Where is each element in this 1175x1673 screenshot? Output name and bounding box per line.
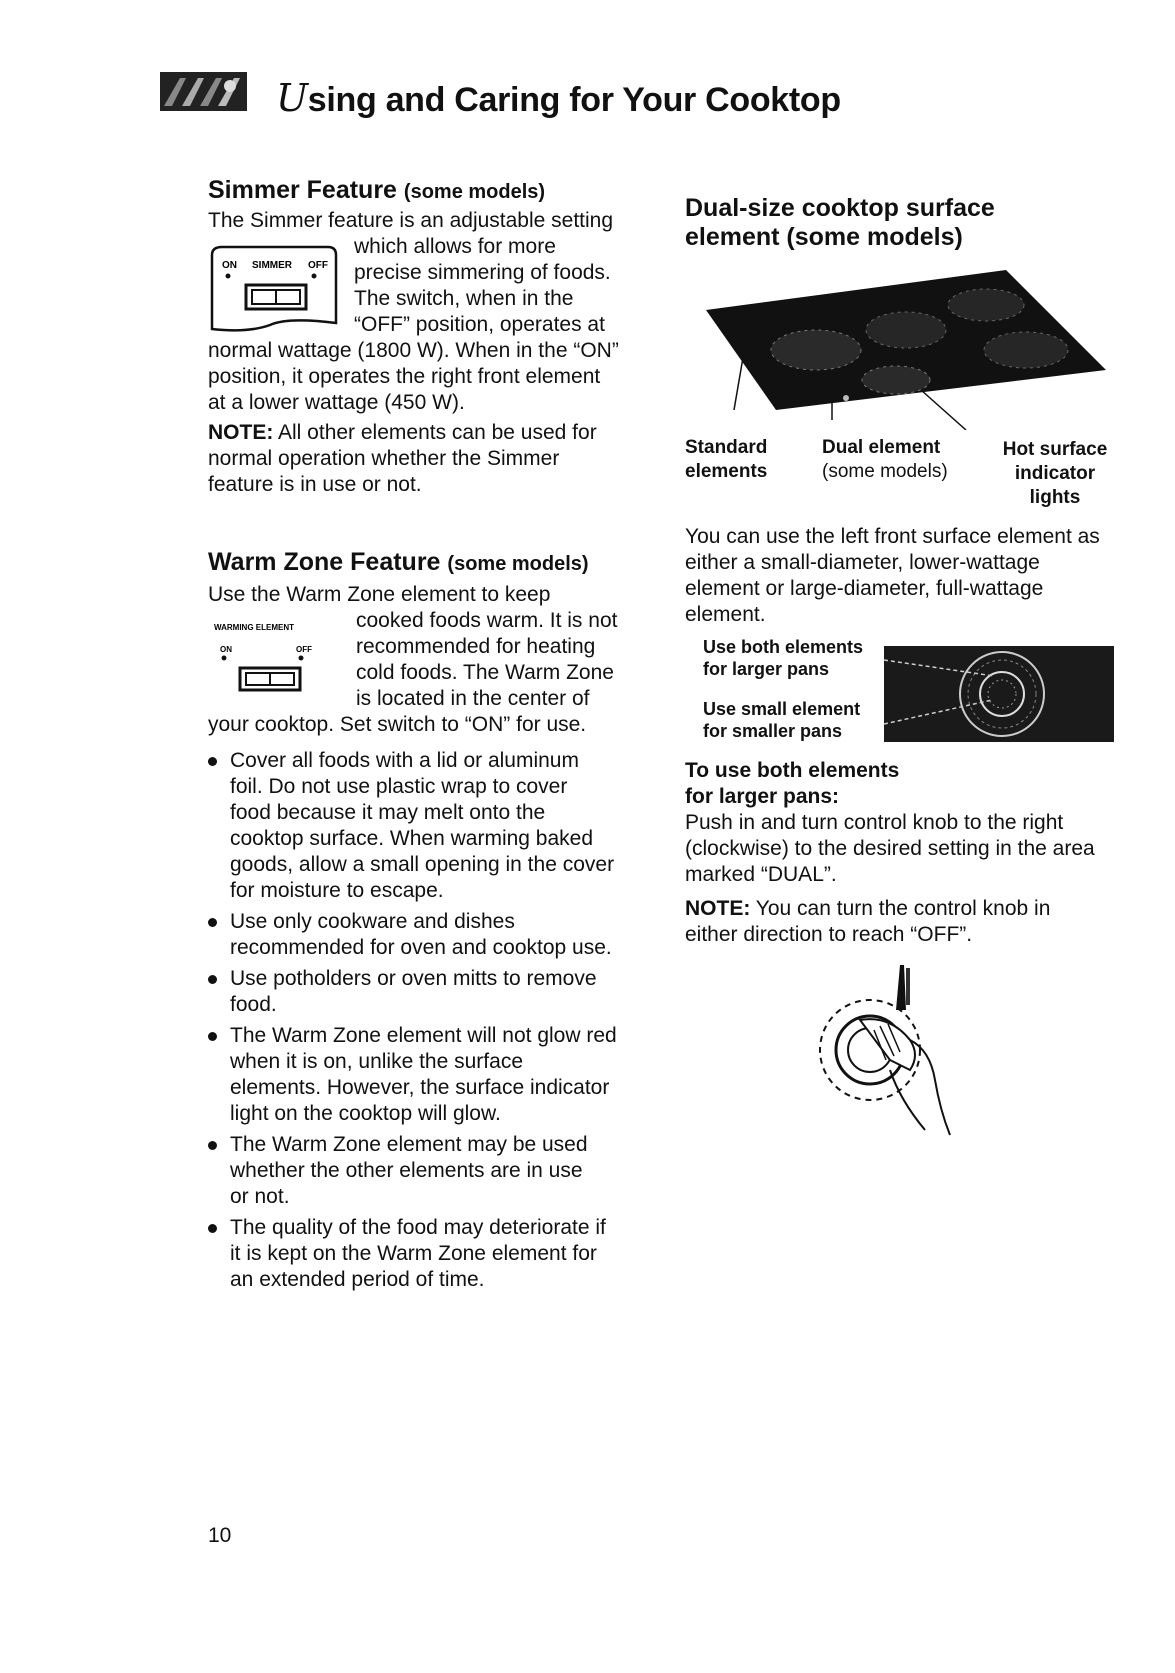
- section-logo-icon: [160, 72, 247, 111]
- list-item: Cover all foods with a lid or aluminum foil. Do not use plastic wrap to cover food because it may melt onto the cooktop surface. When warming baked goods, allow a small opening in the cover for moisture to escape.: [208, 748, 658, 904]
- warm-zone-text-2: recommended for heating: [356, 635, 596, 658]
- simmer-text-1: which allows for more: [354, 235, 556, 258]
- warm-zone-text-0: Use the Warm Zone element to keep: [208, 583, 551, 606]
- simmer-text-2: precise simmering of foods.: [354, 261, 611, 284]
- dual-instr-2: marked “DUAL”.: [685, 863, 837, 886]
- warm-zone-bullet-list: [208, 748, 658, 1298]
- simmer-switch-off-label: OFF: [308, 260, 328, 271]
- simmer-note-line-1: normal operation whether the Simmer: [208, 447, 560, 470]
- simmer-text-5: normal wattage (1800 W). When in the “ON”: [208, 339, 619, 362]
- list-item: The Warm Zone element may be used whether the other elements are in use or not.: [208, 1132, 658, 1210]
- warm-zone-switch-icon: [210, 618, 330, 698]
- diagram-label-both: Use both elements for larger pans: [703, 637, 864, 679]
- simmer-text-0: The Simmer feature is an adjustable setting: [208, 209, 614, 232]
- control-knob-hand-icon: [800, 960, 970, 1140]
- warm-zone-text-1: cooked foods warm. It is not: [356, 609, 618, 632]
- callout-dual: Dual element (some models): [822, 437, 948, 482]
- warm-zone-text-3: cold foods. The Warm Zone: [356, 661, 614, 684]
- warm-zone-text-5: your cooktop. Set switch to “ON” for use.: [208, 713, 587, 736]
- page-number: 10: [208, 1524, 232, 1547]
- dual-subheading: To use both elements for larger pans:: [685, 759, 900, 808]
- simmer-switch-icon: [208, 243, 340, 336]
- list-item: Use only cookware and dishes recommended for oven and cooktop use.: [208, 909, 658, 961]
- dual-instr-1: (clockwise) to the desired setting in the area: [685, 837, 1095, 860]
- dual-heading: Dual-size cooktop surface element (some models): [685, 194, 995, 251]
- callout-hot-surface: Hot surface indicator lights: [1002, 439, 1108, 508]
- dual-element-diagram: [884, 646, 1114, 742]
- dual-instr-0: Push in and turn control knob to the right: [685, 811, 1064, 834]
- dual-note: NOTE: You can turn the control knob in: [685, 897, 1051, 920]
- dual-text-3: element.: [685, 603, 766, 626]
- warm-zone-heading: Warm Zone Feature (some models): [208, 548, 589, 576]
- warm-zone-switch-off-label: OFF: [296, 645, 312, 654]
- page-title: Using and Caring for Your Cooktop: [276, 76, 841, 120]
- cooktop-illustration: [706, 270, 1106, 430]
- simmer-text-6: position, it operates the right front element: [208, 365, 601, 388]
- simmer-heading: Simmer Feature (some models): [208, 176, 546, 204]
- simmer-text-7: at a lower wattage (450 W).: [208, 391, 465, 414]
- diagram-label-small: Use small element for smaller pans: [703, 699, 861, 741]
- dual-text-1: either a small-diameter, lower-wattage: [685, 551, 1040, 574]
- list-item: The quality of the food may deteriorate if it is kept on the Warm Zone element for an extended period of time.: [208, 1215, 658, 1293]
- simmer-text-4: “OFF” position, operates at: [354, 313, 605, 336]
- callout-standard: Standard elements: [685, 437, 768, 482]
- list-item: Use potholders or oven mitts to remove food.: [208, 966, 658, 1018]
- list-item: The Warm Zone element will not glow red when it is on, unlike the surface elements. However, the surface indicator light on the cooktop will glow.: [208, 1023, 658, 1127]
- dual-text-0: You can use the left front surface element as: [685, 525, 1100, 548]
- dual-text-2: element or large-diameter, full-wattage: [685, 577, 1044, 600]
- simmer-switch-on-label: ON: [222, 260, 237, 271]
- simmer-switch-name-label: SIMMER: [252, 260, 292, 271]
- dual-note-line-1: either direction to reach “OFF”.: [685, 923, 973, 946]
- warm-zone-switch-name-label: WARMING ELEMENT: [214, 623, 294, 632]
- warm-zone-text-4: is located in the center of: [356, 687, 590, 710]
- warm-zone-switch-on-label: ON: [220, 645, 232, 654]
- simmer-text-3: The switch, when in the: [354, 287, 574, 310]
- simmer-note-line-2: feature is in use or not.: [208, 473, 422, 496]
- simmer-note: NOTE: All other elements can be used for: [208, 421, 597, 444]
